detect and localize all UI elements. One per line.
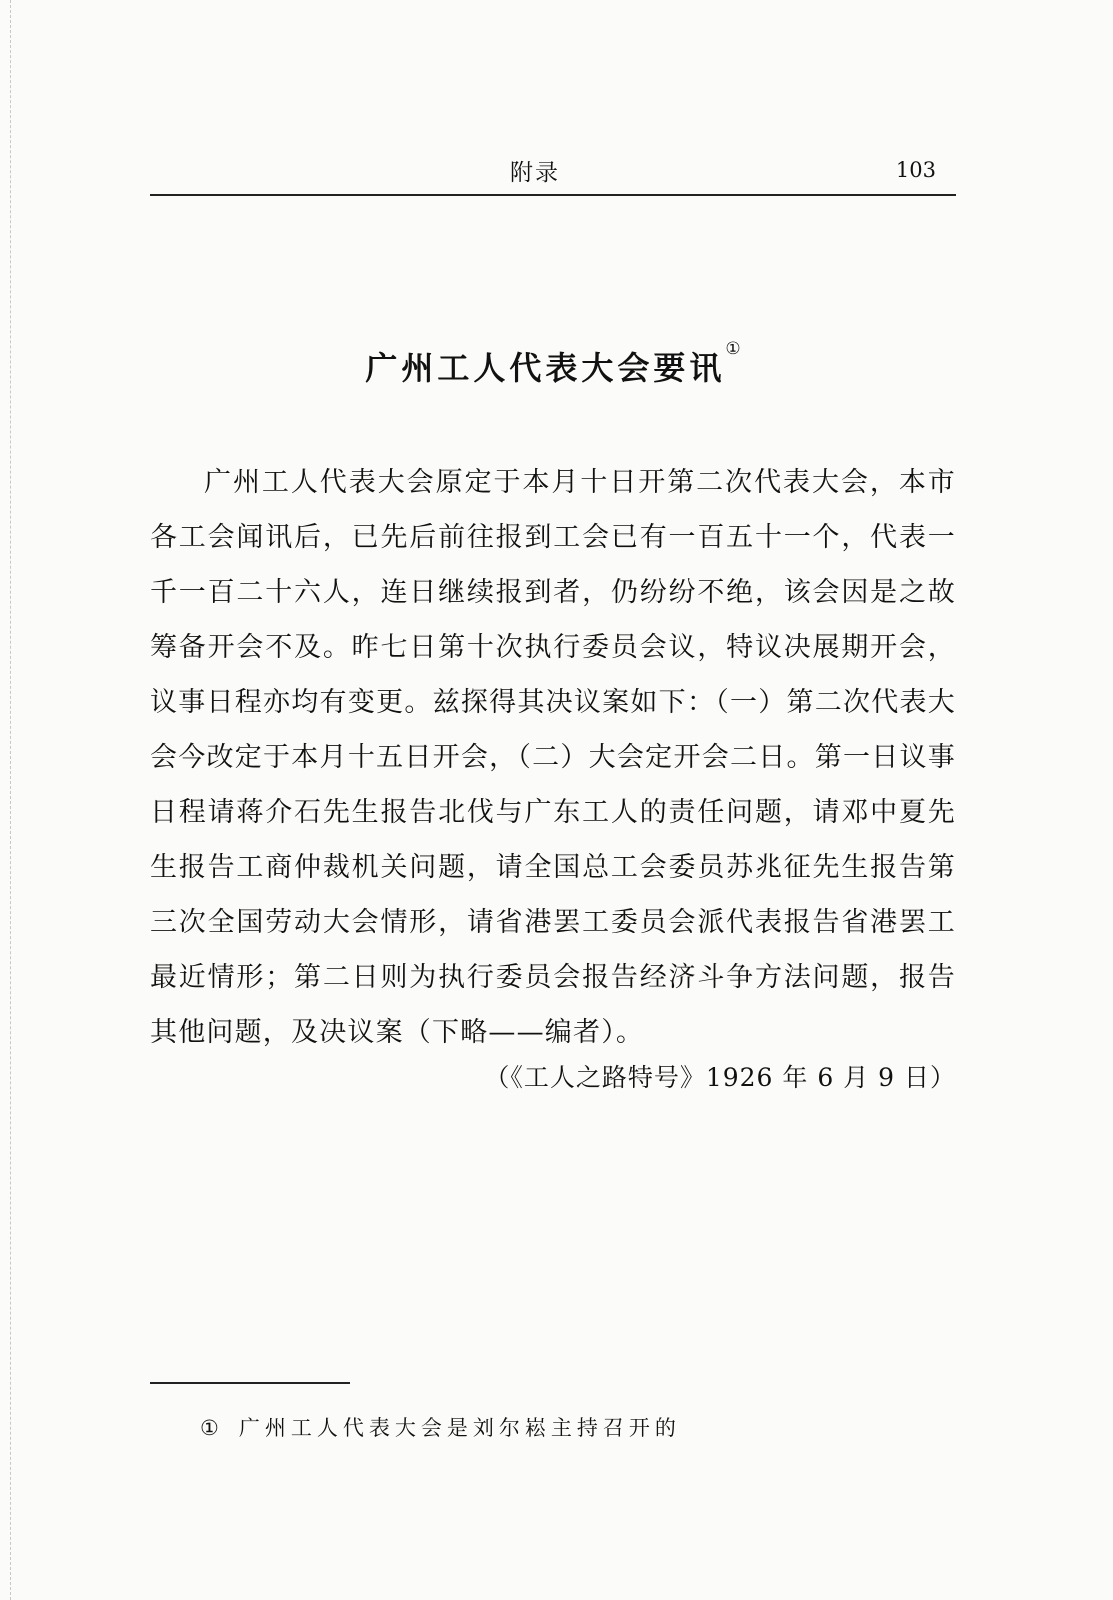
page-edge [0, 0, 11, 1600]
footnote-marker: ① [200, 1416, 219, 1440]
running-header [150, 150, 956, 196]
article-title [150, 339, 956, 389]
title-footnote-marker: ① [725, 339, 741, 360]
footnote-divider [150, 1382, 350, 1384]
page-number: 103 [895, 158, 936, 182]
footnote-text: 广州工人代表大会是刘尔崧主持召开的 [238, 1416, 681, 1440]
source-citation: （《工人之路特号》1926 年 6 月 9 日） [484, 1063, 956, 1092]
article-body: 广州工人代表大会原定于本月十日开第二次代表大会，本市各工会闻讯后，已先后前往报到工会已有一百五十一个，代表一千一百二十六人，连日继续报到者，仍纷纷不绝，该会因是之故筹备开会不及。昨七日第十次执行委员会议，特议决展期开会，议事日程亦均有变更。兹探得其决议案如下：（一）第二次代表大会今改定于本月十五日开会，（二）大会定开会二日。第一日议事日程请蒋介石先生报告北伐与广东工人的责任问题，请邓中夏先生报告工商仲裁机关问题，请全国总工会委员苏兆征先生报告第三次全国劳动大会情形，请省港罢工委员会派代表报告省港罢工最近情形；第二日则为执行委员会报告经济斗争方法问题，报告其他问题，及决议案（下略——编者）。 [150, 467, 956, 1048]
article-title-text: 广州工人代表大会要讯 [365, 349, 726, 388]
footnote [200, 1412, 681, 1442]
section-title: 附录 [510, 160, 560, 186]
